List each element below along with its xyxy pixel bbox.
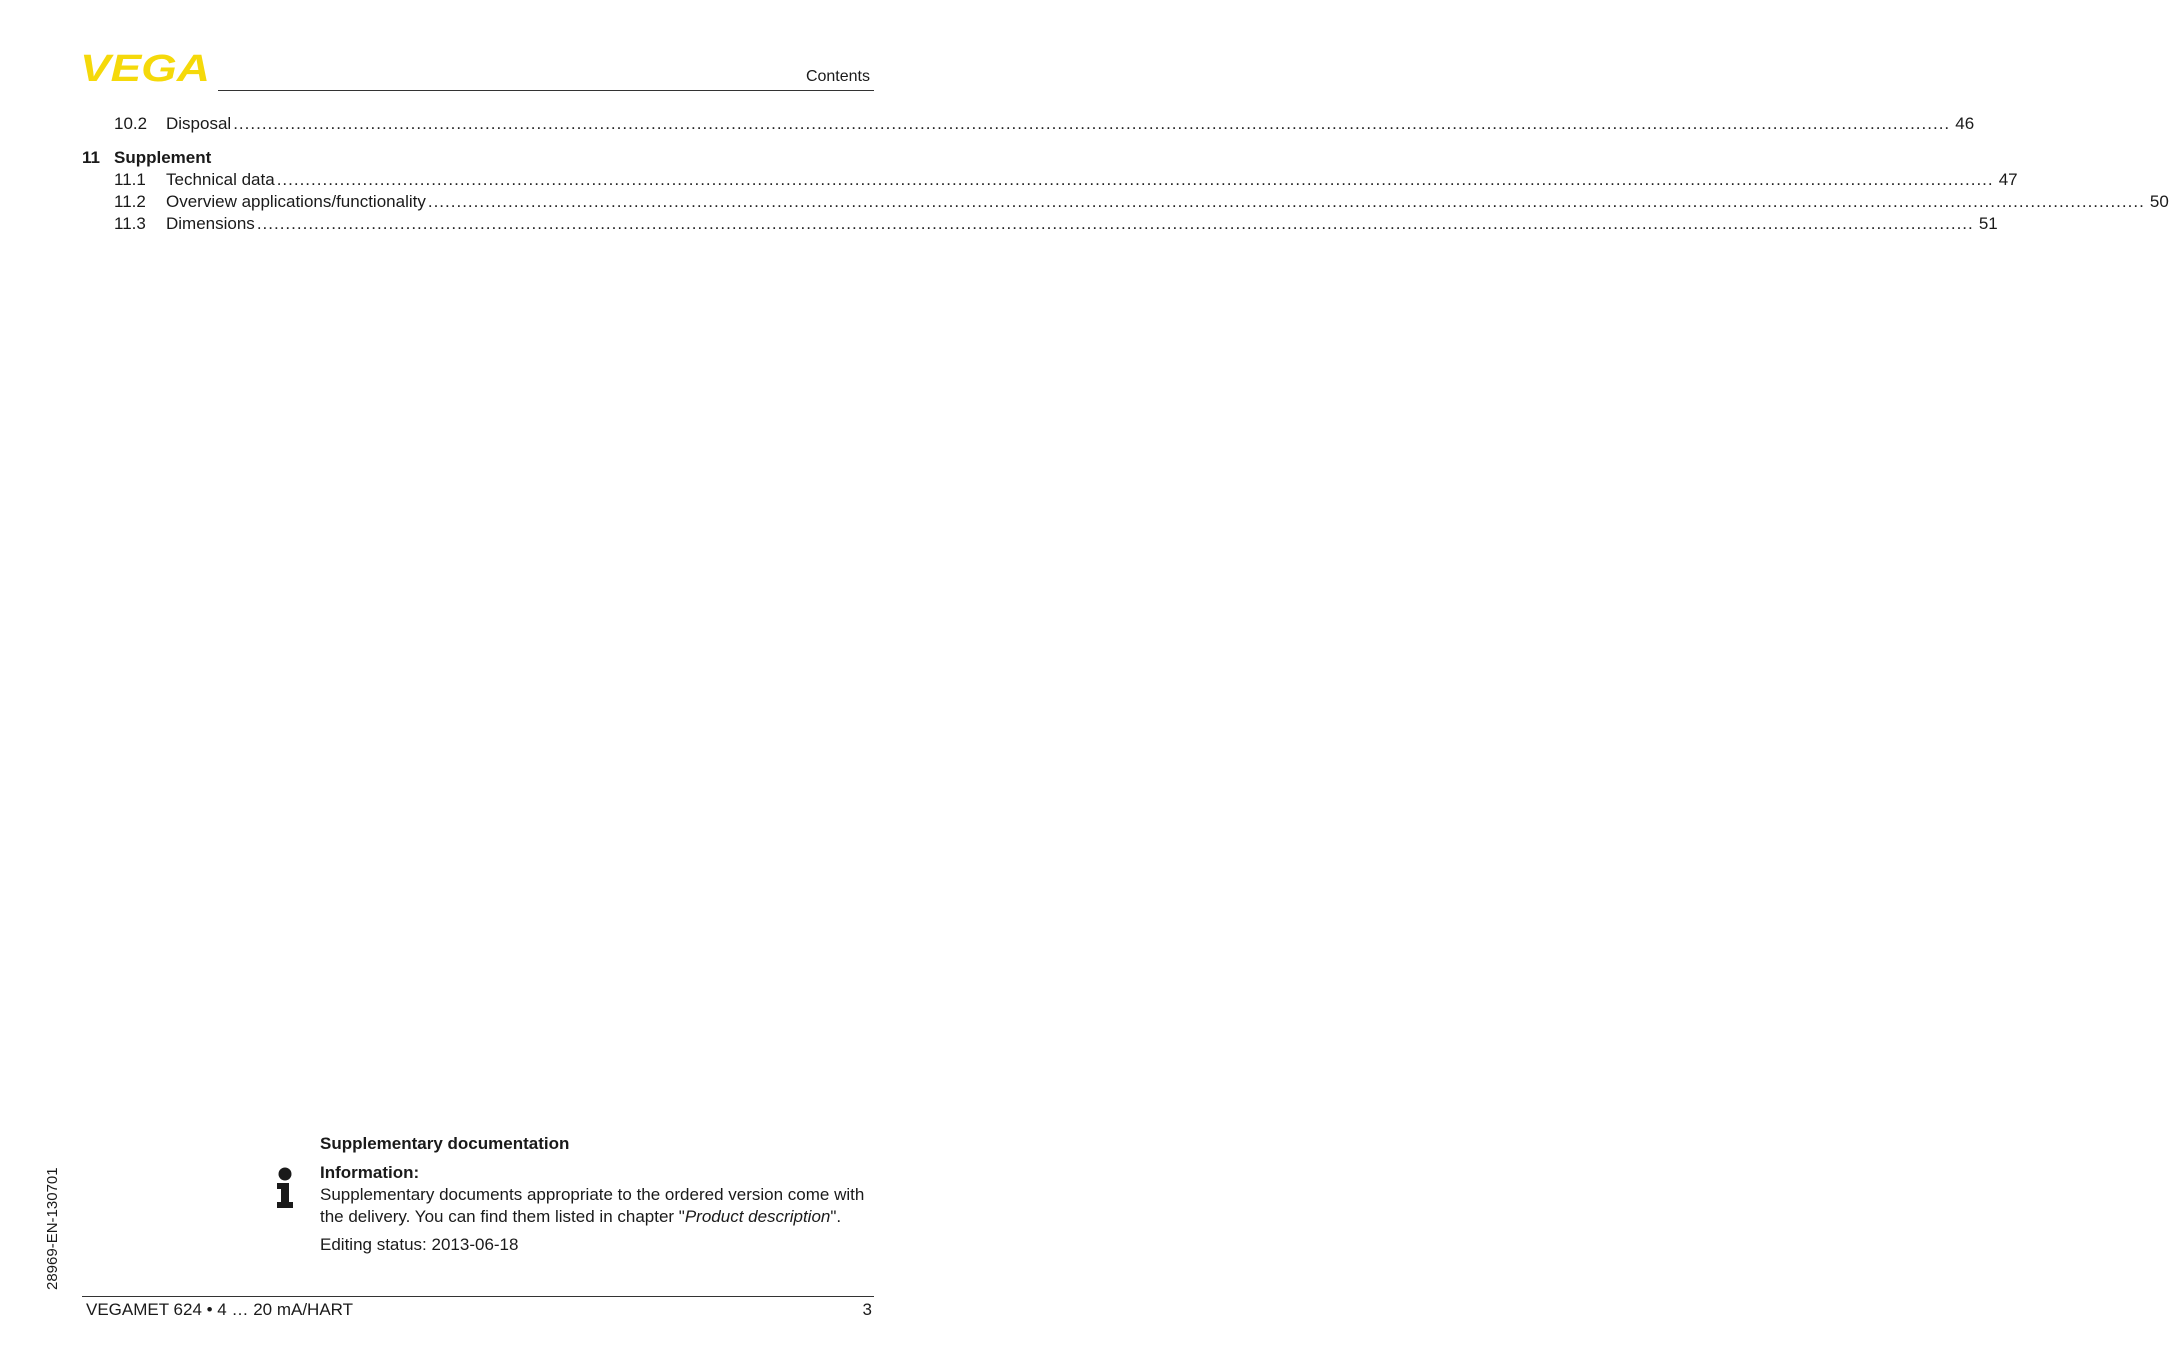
- footer-product: VEGAMET 624 • 4 … 20 mA/HART: [86, 1300, 354, 1319]
- vega-logo: [80, 48, 212, 90]
- svg-text:VEGA: VEGA: [80, 48, 210, 90]
- supplementary-documentation: [320, 1133, 874, 1256]
- toc-entry-number: 10.2: [114, 114, 148, 133]
- toc-leader: ............................................................................................................................................................................................................................................................................................................: [256, 214, 1974, 233]
- toc-leader: ............................................................................................................................................................................................................................................................................................................: [233, 114, 1951, 133]
- document-id: 28969-EN-130701: [44, 1167, 61, 1290]
- toc-leader: ............................................................................................................................................................................................................................................................................................................: [276, 170, 1994, 189]
- toc-entry[interactable]: [82, 214, 1998, 236]
- toc-entry[interactable]: [82, 170, 2018, 192]
- editing-status: Editing status: 2013-06-18: [320, 1235, 519, 1254]
- header-section-name: Contents: [805, 68, 870, 85]
- toc-entry-title: Technical data: [166, 170, 275, 189]
- toc-entry-number: 11.3: [114, 214, 146, 233]
- toc-entry-page: 46: [1955, 114, 1975, 133]
- toc-entry-title: Disposal: [166, 114, 232, 133]
- header-divider: [218, 90, 874, 91]
- toc-chapter[interactable]: [82, 148, 874, 170]
- toc-leader: ............................................................................................................................................................................................................................................................................................................: [427, 192, 2145, 211]
- page-number: 3: [862, 1300, 872, 1319]
- information-text-part: ".: [830, 1207, 842, 1226]
- toc-entry-page: 51: [1978, 214, 1998, 233]
- toc-entry-page: 50: [2149, 192, 2169, 211]
- information-label: Information:: [320, 1163, 420, 1182]
- footer-divider: [82, 1296, 874, 1297]
- toc-chapter-number: 11: [82, 148, 100, 167]
- toc-entry-title: Overview applications/functionality: [166, 192, 426, 211]
- table-of-contents: [82, 114, 2169, 236]
- toc-entry[interactable]: [82, 114, 1975, 136]
- toc-entry[interactable]: [82, 192, 2169, 214]
- supplementary-title: Supplementary documentation: [320, 1134, 570, 1153]
- toc-entry-number: 11.2: [114, 192, 146, 211]
- toc-chapter-title: Supplement: [114, 148, 212, 167]
- information-text: [320, 1184, 874, 1228]
- toc-entry-page: 47: [1998, 170, 2018, 189]
- information-text-part: Supplementary documents appropriate to the ordered version come with the delivery. You can find them listed in chapter ": [320, 1185, 865, 1226]
- info-icon: [274, 1166, 296, 1210]
- toc-entry-number: 11.1: [114, 170, 146, 189]
- chapter-reference: Product description: [684, 1207, 831, 1226]
- toc-entry-title: Dimensions: [166, 214, 255, 233]
